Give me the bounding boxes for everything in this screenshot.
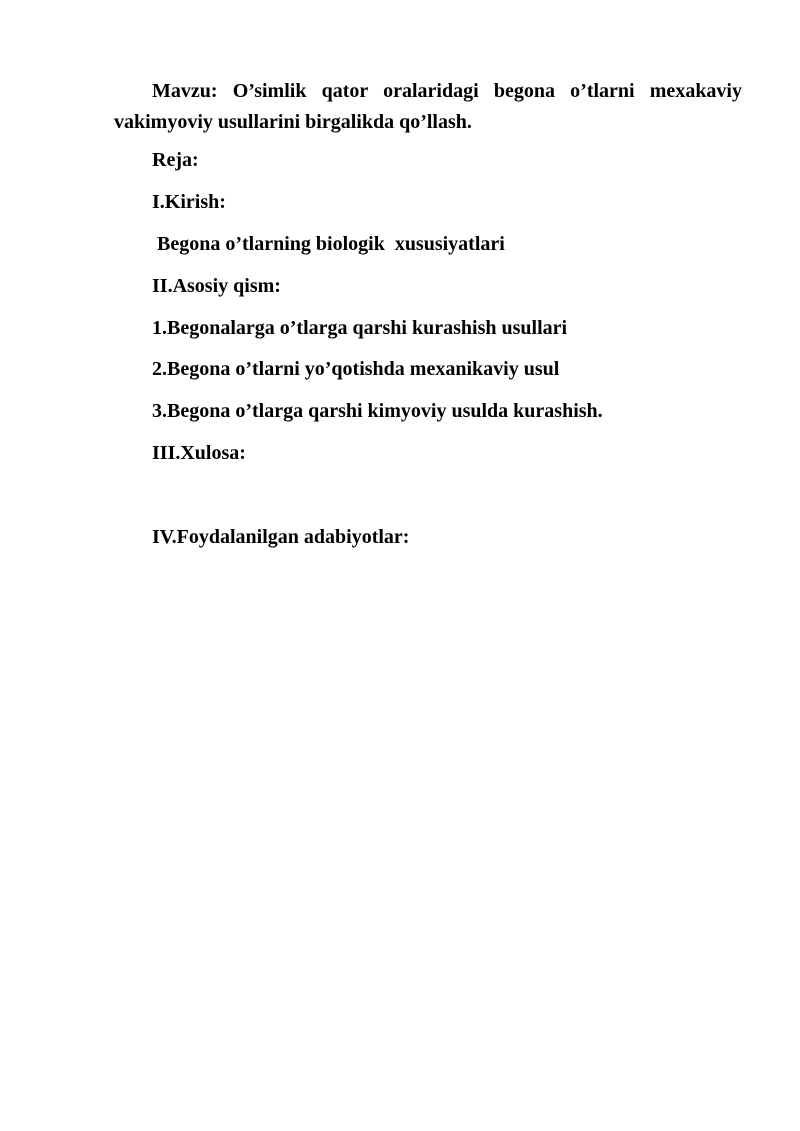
main-item-3: 3.Begona o’tlarga qarshi kimyoviy usulda kurashish. — [152, 400, 603, 422]
intro-item: Begona o’tlarning biologik xususiyatlari — [152, 233, 505, 255]
main-heading: II.Asosiy qism: — [152, 275, 281, 297]
main-item-2: 2.Begona o’tlarni yo’qotishda mexanikaviy usul — [152, 358, 560, 380]
references-heading: IV.Foydalanilgan adabiyotlar: — [152, 526, 410, 548]
document-title: Mavzu: O’simlik qator oralaridagi begona o’tlarni mexakaviy vakimyoviy usullarini birgalikda qo’llash. — [114, 80, 742, 133]
conclusion-heading: III.Xulosa: — [152, 442, 246, 464]
intro-heading: I.Kirish: — [152, 191, 226, 213]
outline-heading: Reja: — [152, 149, 199, 171]
main-item-1: 1.Begonalarga o’tlarga qarshi kurashish usullari — [152, 317, 568, 339]
